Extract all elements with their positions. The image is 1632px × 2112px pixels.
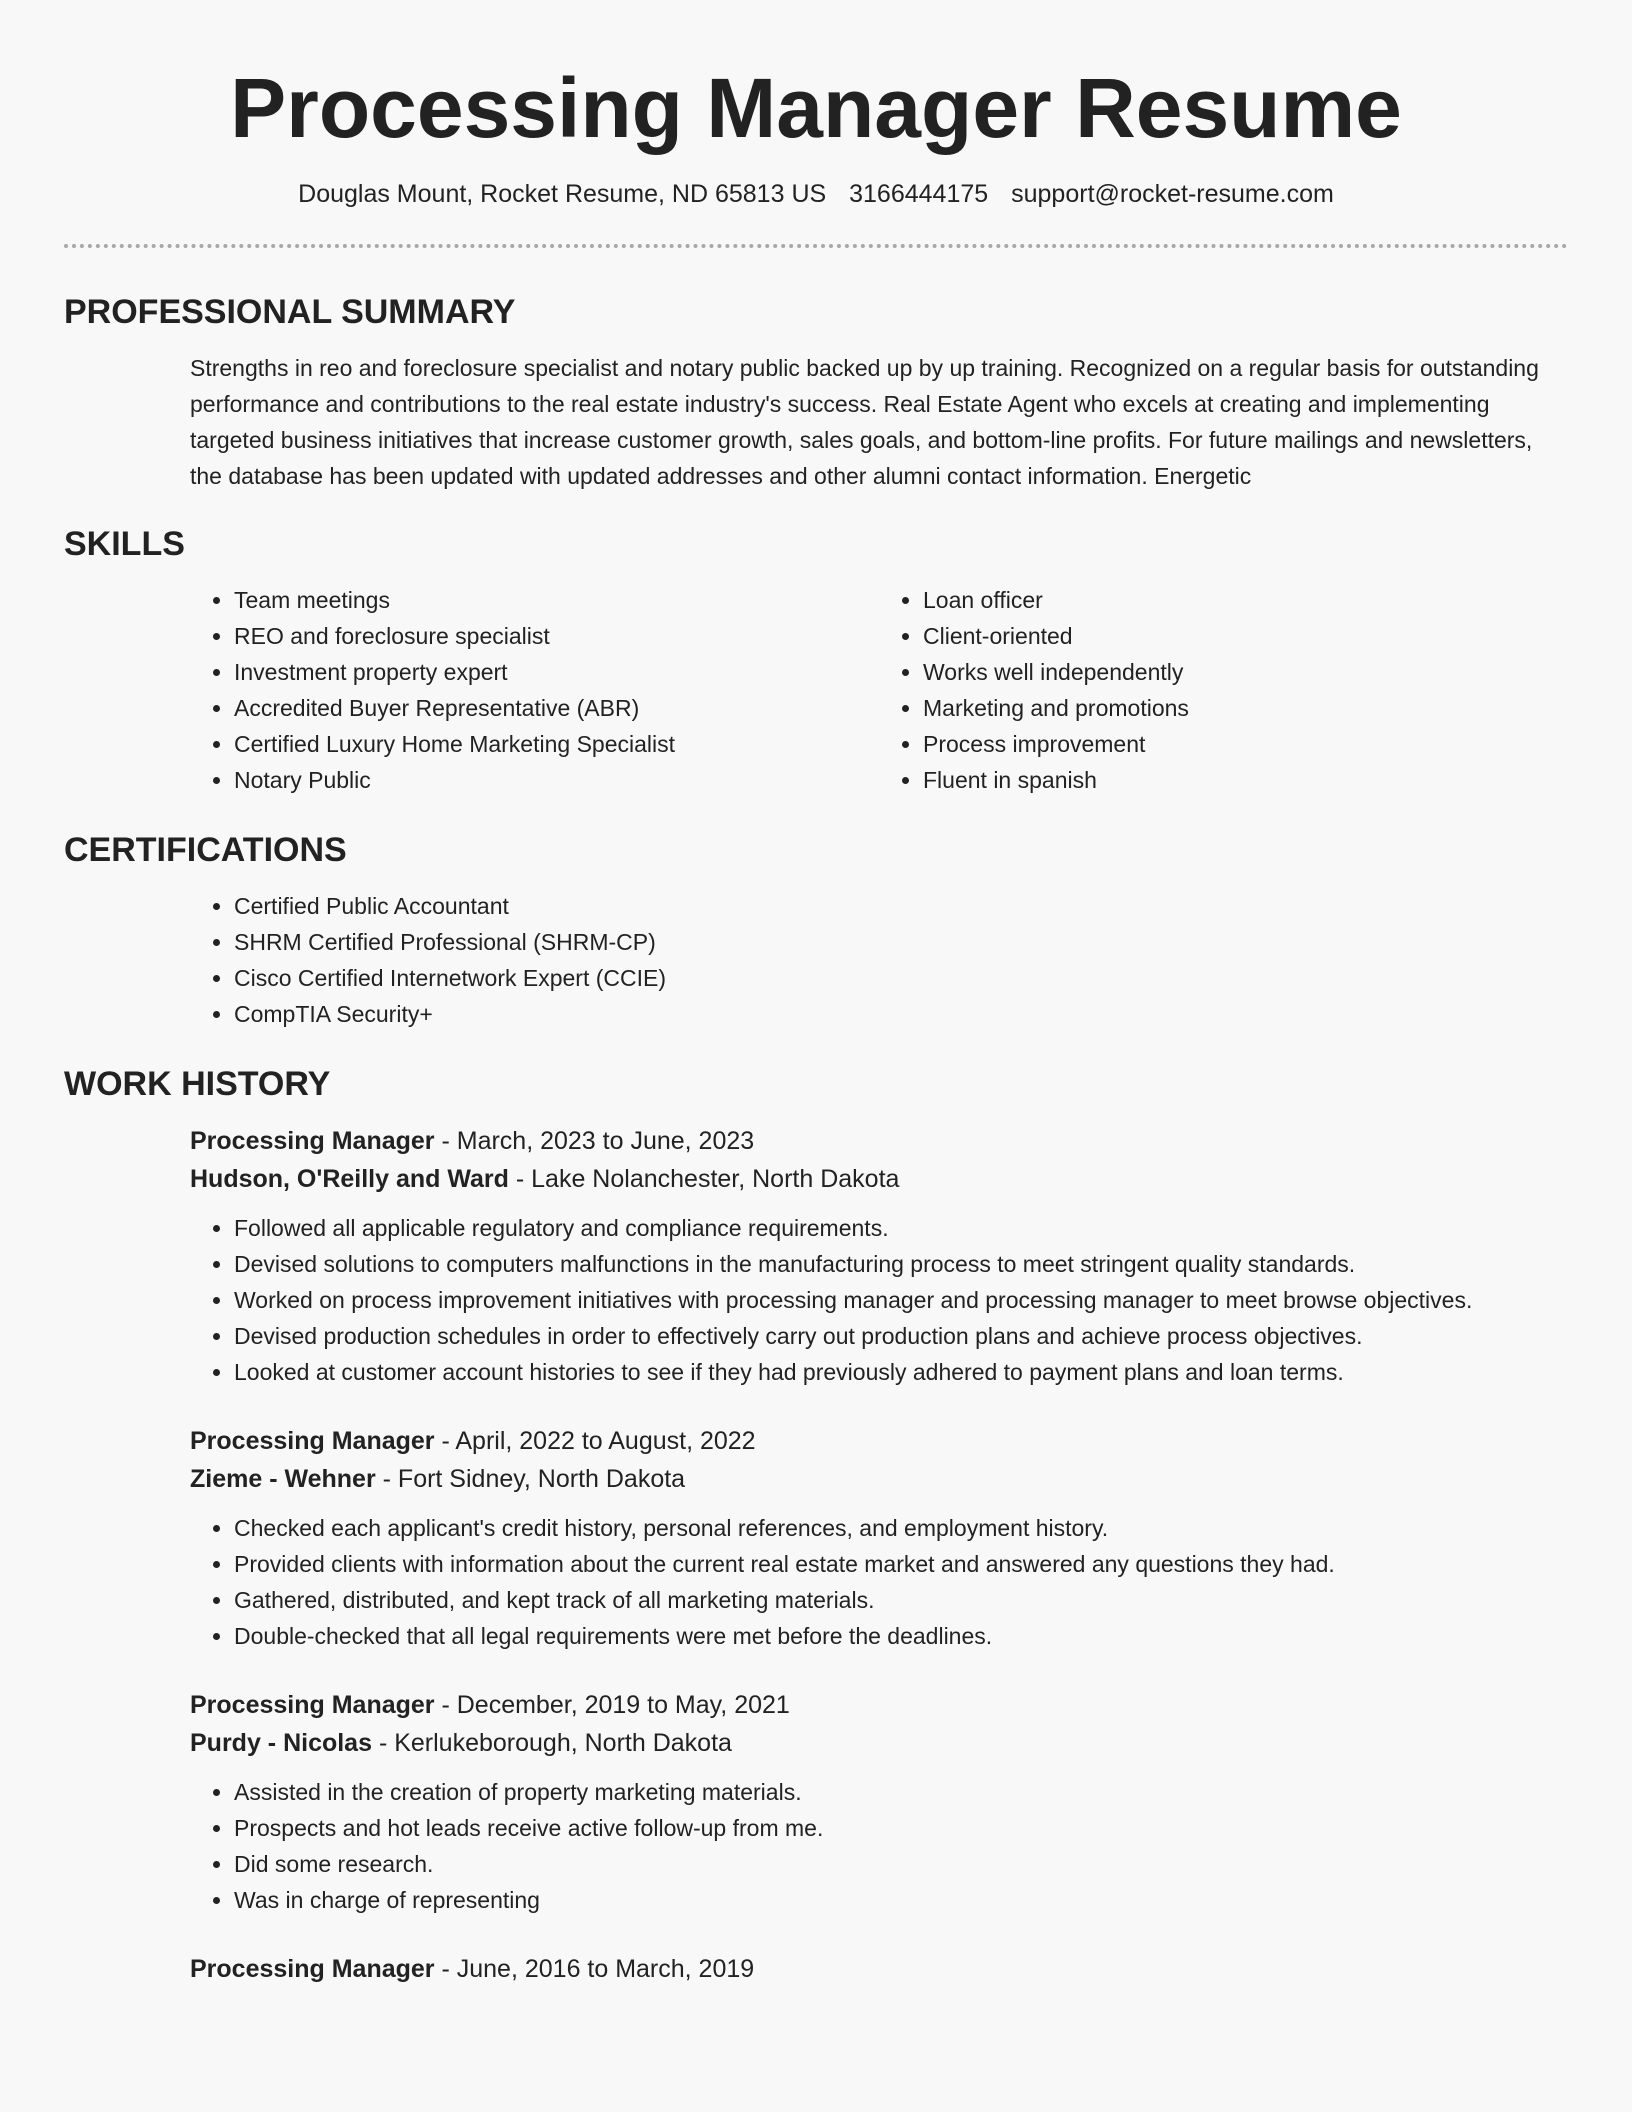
job-location: - Fort Sidney, North Dakota — [375, 1465, 686, 1493]
skill-item: • Works well independently — [923, 654, 1568, 690]
job-title-line — [190, 1422, 1568, 1460]
certification-item: • Certified Public Accountant — [234, 888, 1568, 924]
certifications-heading: CERTIFICATIONS — [64, 831, 347, 869]
header-divider — [64, 244, 1568, 248]
job-location: - Kerlukeborough, North Dakota — [372, 1729, 732, 1757]
certifications-list — [190, 888, 1568, 1032]
resume-page — [64, 0, 1568, 1988]
job-duty: • Worked on process improvement initiatives with processing manager and processing manager to meet browse objectives. — [234, 1282, 1568, 1318]
job-duties-list — [190, 1774, 1568, 1918]
job-title-line — [190, 1122, 1568, 1160]
contact-address: Douglas Mount, Rocket Resume, ND 65813 US — [298, 180, 827, 208]
job-duty: • Checked each applicant's credit history, personal references, and employment history. — [234, 1510, 1568, 1546]
skill-item: • Loan officer — [923, 582, 1568, 618]
job-duty: • Provided clients with information about the current real estate market and answered any questions they had. — [234, 1546, 1568, 1582]
job-dates: - April, 2022 to August, 2022 — [434, 1427, 756, 1455]
job-company: Purdy - Nicolas — [190, 1729, 372, 1757]
job-duty: • Assisted in the creation of property marketing materials. — [234, 1774, 1568, 1810]
skills-heading: SKILLS — [64, 525, 185, 563]
job-duty: • Gathered, distributed, and kept track of all marketing materials. — [234, 1582, 1568, 1618]
job-duty: • Followed all applicable regulatory and compliance requirements. — [234, 1210, 1568, 1246]
skill-item: • Fluent in spanish — [923, 762, 1568, 798]
skill-item: • Investment property expert — [234, 654, 879, 690]
skills-section — [190, 582, 1568, 798]
certification-item: • CompTIA Security+ — [234, 996, 1568, 1032]
job-dates: - December, 2019 to May, 2021 — [434, 1691, 790, 1719]
summary-section — [190, 350, 1568, 494]
job-duty: • Prospects and hot leads receive active follow-up from me. — [234, 1810, 1568, 1846]
skills-list-right — [879, 582, 1568, 798]
job-duty: • Looked at customer account histories to see if they had previously adhered to payment plans and loan terms. — [234, 1354, 1568, 1390]
contact-email: support@rocket-resume.com — [1011, 180, 1334, 208]
job-duty: • Devised solutions to computers malfunctions in the manufacturing process to meet stringent quality standards. — [234, 1246, 1568, 1282]
job-title-line — [190, 1950, 1568, 1988]
job-title-line — [190, 1686, 1568, 1724]
job-duty: • Was in charge of representing — [234, 1882, 1568, 1918]
summary-heading: PROFESSIONAL SUMMARY — [64, 293, 516, 331]
job-dates: - March, 2023 to June, 2023 — [434, 1127, 755, 1155]
skill-item: • REO and foreclosure specialist — [234, 618, 879, 654]
certifications-section — [190, 888, 1568, 1032]
skills-list-left — [190, 582, 879, 798]
job-company: Hudson, O'Reilly and Ward — [190, 1165, 509, 1193]
job-duties-list — [190, 1510, 1568, 1654]
job-dates: - June, 2016 to March, 2019 — [434, 1955, 755, 1983]
skill-item: • Process improvement — [923, 726, 1568, 762]
job-entry — [190, 1950, 1568, 1988]
skill-item: • Accredited Buyer Representative (ABR) — [234, 690, 879, 726]
job-duty: • Double-checked that all legal requirements were met before the deadlines. — [234, 1618, 1568, 1654]
job-company: Zieme - Wehner — [190, 1465, 376, 1493]
skill-item: • Team meetings — [234, 582, 879, 618]
certification-item: • Cisco Certified Internetwork Expert (CCIE) — [234, 960, 1568, 996]
job-title: Processing Manager — [190, 1127, 435, 1155]
job-entry — [190, 1122, 1568, 1390]
job-location: - Lake Nolanchester, North Dakota — [508, 1165, 900, 1193]
job-company-line — [190, 1460, 1568, 1498]
job-title: Processing Manager — [190, 1427, 435, 1455]
skill-item: • Marketing and promotions — [923, 690, 1568, 726]
job-company-line — [190, 1724, 1568, 1762]
certification-item: • SHRM Certified Professional (SHRM-CP) — [234, 924, 1568, 960]
job-duties-list — [190, 1210, 1568, 1390]
summary-text: Strengths in reo and foreclosure specialist and notary public backed up by up training. Recognized on a regular basis for outstanding performance and contributions to the real estate industry's success. Real Estate Agent who excels at creating and implementing targeted business initiatives that increase customer growth, sales goals, and bottom-line profits. For future mailings and newsletters, the database has been updated with updated addresses and other alumni contact information. Energetic — [190, 355, 1539, 489]
resume-title: Processing Manager Resume — [230, 61, 1402, 155]
skill-item: • Notary Public — [234, 762, 879, 798]
job-title: Processing Manager — [190, 1691, 435, 1719]
job-entry — [190, 1422, 1568, 1654]
job-title: Processing Manager — [190, 1955, 435, 1983]
work-history-heading: WORK HISTORY — [64, 1065, 331, 1103]
skill-item: • Certified Luxury Home Marketing Specialist — [234, 726, 879, 762]
job-company-line — [190, 1160, 1568, 1198]
skill-item: • Client-oriented — [923, 618, 1568, 654]
job-entry — [190, 1686, 1568, 1918]
job-duty: • Did some research. — [234, 1846, 1568, 1882]
contact-phone: 3166444175 — [849, 180, 989, 208]
contact-line — [64, 178, 1568, 210]
job-duty: • Devised production schedules in order to effectively carry out production plans and achieve process objectives. — [234, 1318, 1568, 1354]
